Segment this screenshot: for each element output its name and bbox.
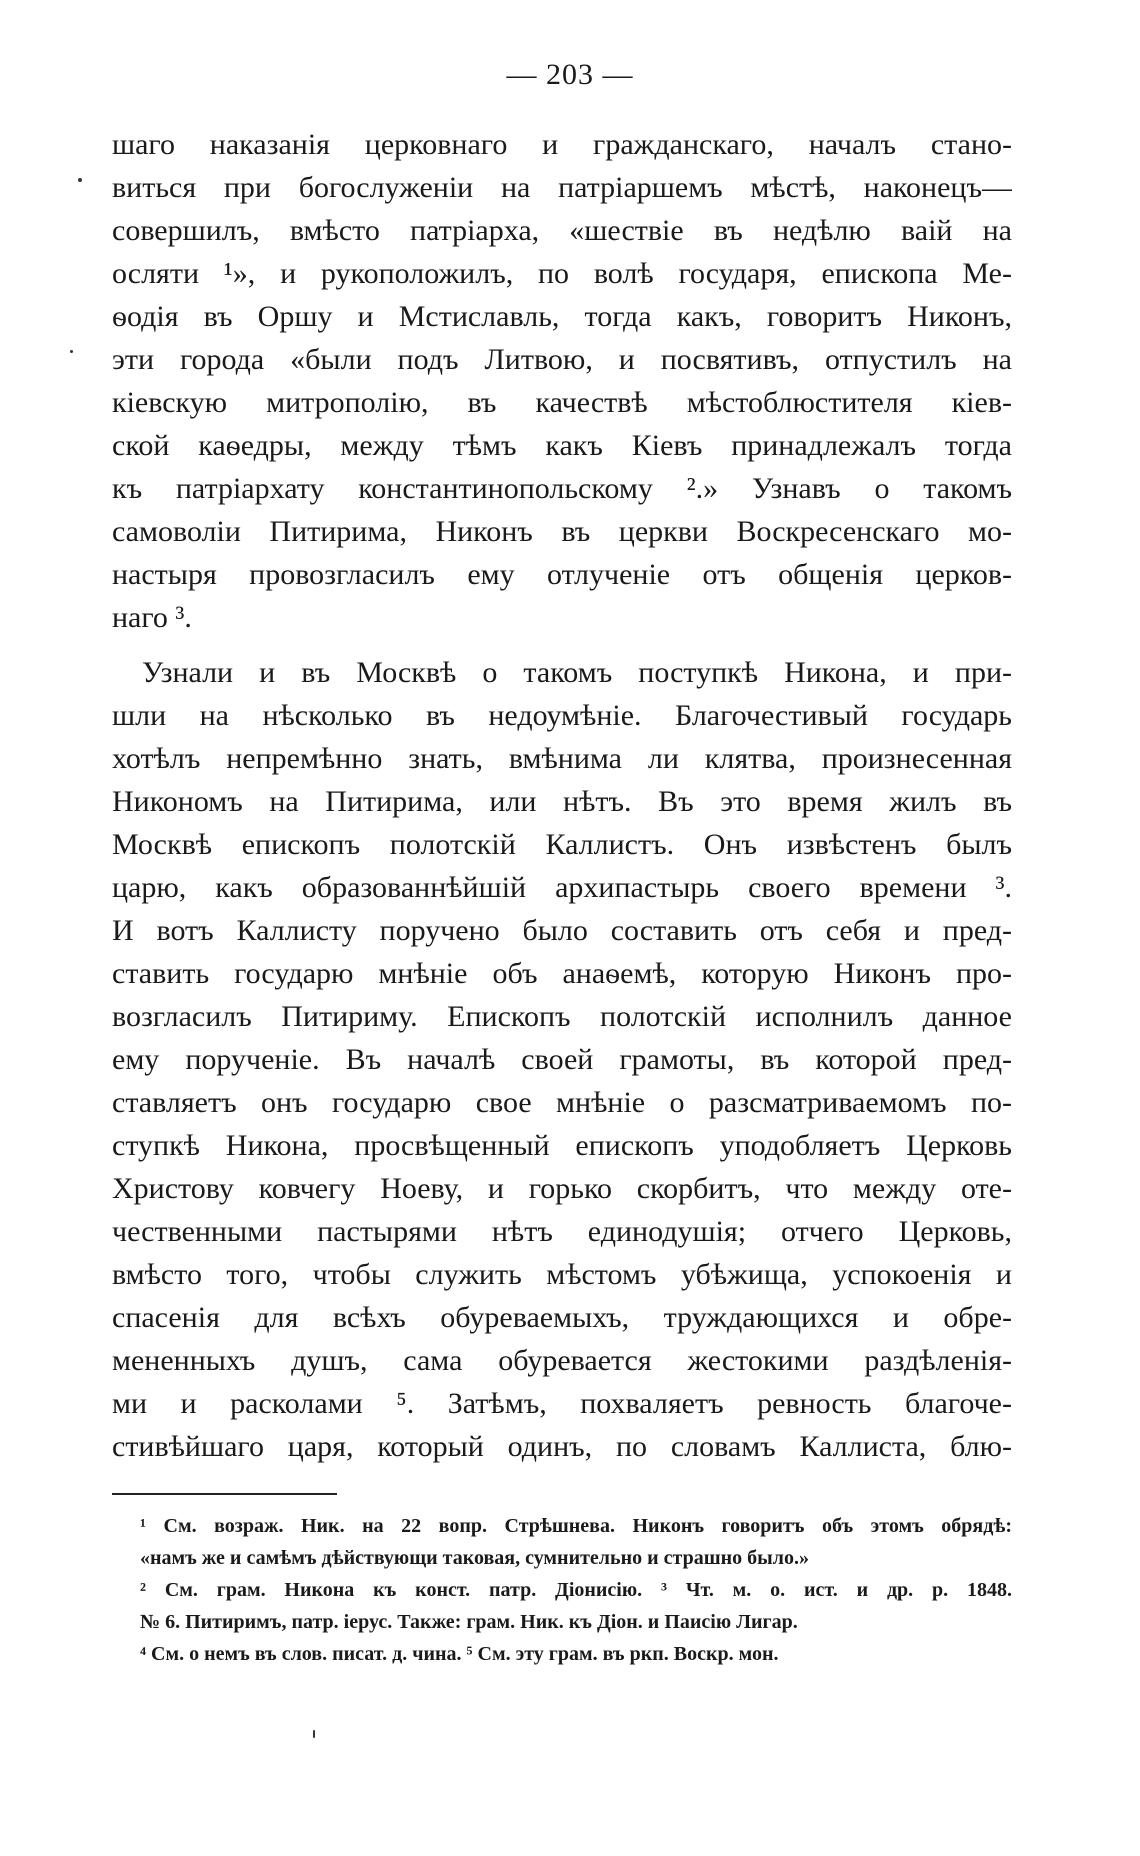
footnote-line: № 6. Питиримъ, патр. іерус. Также: грам. Ник. къ Діон. и Паисію Лигар.: [140, 1611, 798, 1633]
body-line: спасенія для всѣхъ обуреваемыхъ, труждающихся и обре-: [112, 1301, 1012, 1334]
body-line: кіевскую митрополію, въ качествѣ мѣстоблюстителя кіев-: [112, 386, 1012, 419]
body-line: совершилъ, вмѣсто патріарха, «шествіе въ недѣлю ваій на: [112, 214, 1012, 247]
body-line: наго ³.: [112, 601, 192, 634]
body-line: И вотъ Каллисту поручено было составить отъ себя и пред-: [112, 914, 1012, 947]
body-line: ставляетъ онъ государю свое мнѣніе о разсматриваемомъ по-: [112, 1086, 1012, 1119]
scan-speck: [78, 178, 82, 182]
body-line: царю, какъ образованнѣйшій архипастырь своего времени ³.: [112, 871, 1012, 904]
footnote-line: ⁴ См. о немъ въ слов. писат. д. чина. ⁵ См. эту грам. въ ркп. Воскр. мон.: [140, 1643, 779, 1665]
body-line: шли на нѣсколько въ недоумѣніе. Благочестивый государь: [112, 699, 1012, 732]
body-line: къ патріархату константинопольскому ².» Узнавъ о такомъ: [112, 472, 1012, 505]
paragraph-break: [112, 639, 1012, 651]
scan-speck: [313, 1730, 315, 1738]
footnote-line: «намъ же и самѣмъ дѣйствующи таковая, сумнительно и страшно было.»: [140, 1547, 809, 1569]
body-line: Христову ковчегу Ноеву, и горько скорбитъ, что между оте-: [112, 1172, 1012, 1205]
scan-speck: [70, 350, 73, 353]
body-line: настыря провозгласилъ ему отлученіе отъ общенія церков-: [112, 558, 1012, 591]
body-line: ставить государю мнѣніе объ анаѳемѣ, которую Никонъ про-: [112, 957, 1012, 990]
footnote-line: ² См. грам. Никона къ конст. патр. Діонисію. ³ Чт. м. о. ист. и др. р. 1848.: [140, 1579, 1012, 1601]
footnote-divider: [112, 1493, 337, 1495]
page-number: — 203 —: [506, 58, 634, 91]
body-line: Москвѣ епископъ полотскій Каллистъ. Онъ извѣстенъ былъ: [112, 828, 1012, 861]
body-line: ской каѳедры, между тѣмъ какъ Кіевъ принадлежалъ тогда: [112, 429, 1012, 462]
body-line: ему порученіе. Въ началѣ своей грамоты, въ которой пред-: [112, 1043, 1012, 1076]
body-line: виться при богослуженіи на патріаршемъ мѣстѣ, наконецъ—: [112, 171, 1012, 204]
body-line: шаго наказанія церковнаго и гражданскаго, началъ стано-: [112, 128, 1012, 161]
body-line: мененныхъ душъ, сама обуревается жестокими раздѣленія-: [112, 1344, 1012, 1377]
body-line: вмѣсто того, чтобы служить мѣстомъ убѣжища, успокоенія и: [112, 1258, 1012, 1291]
body-line: возгласилъ Питириму. Епископъ полотскій исполнилъ данное: [112, 1000, 1012, 1033]
body-line: Никономъ на Питирима, или нѣтъ. Въ это время жилъ въ: [112, 785, 1012, 818]
body-line: Узнали и въ Москвѣ о такомъ поступкѣ Никона, и при-: [142, 656, 1012, 689]
body-line: ми и расколами ⁵. Затѣмъ, похваляетъ ревность благоче-: [112, 1387, 1012, 1420]
body-line: чественными пастырями нѣтъ единодушія; отчего Церковь,: [112, 1215, 1012, 1248]
body-line: хотѣлъ непремѣнно знать, вмѣнима ли клятва, произнесенная: [112, 742, 1012, 775]
body-line: ступкѣ Никона, просвѣщенный епископъ уподобляетъ Церковь: [112, 1129, 1012, 1162]
body-line: ѳодія въ Оршу и Мстиславль, тогда какъ, говоритъ Никонъ,: [112, 300, 1012, 333]
footnote-line: ¹ См. возраж. Ник. на 22 вопр. Стрѣшнева. Никонъ говоритъ объ этомъ обрядѣ:: [140, 1515, 1012, 1537]
footnotes: [140, 1510, 1012, 1670]
body-line: стивѣйшаго царя, который одинъ, по словамъ Каллиста, блю-: [112, 1430, 1012, 1463]
body-line: эти города «были подъ Литвою, и посвятивъ, отпустилъ на: [112, 343, 1012, 376]
body-text: [112, 123, 1012, 1468]
body-line: осляти ¹», и рукоположилъ, по волѣ государя, епископа Ме-: [112, 257, 1012, 290]
body-line: самоволіи Питирима, Никонъ въ церкви Воскресенскаго мо-: [112, 515, 1012, 548]
